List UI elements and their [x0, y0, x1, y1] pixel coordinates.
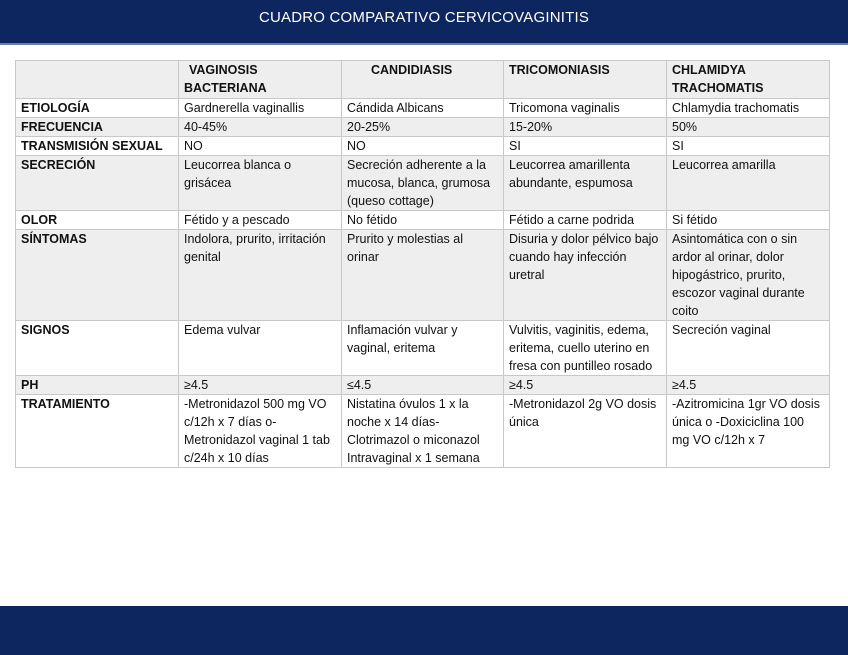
row-label: SÍNTOMAS	[16, 230, 179, 321]
cell-tricomoniasis: 15-20%	[504, 118, 667, 137]
cell-chlamydia: Si fétido	[667, 211, 830, 230]
cell-chlamydia: -Azitromicina 1gr VO dosis única o -Doxiciclina 100 mg VO c/12h x 7	[667, 395, 830, 468]
cell-vaginosis: Gardnerella vaginallis	[179, 99, 342, 118]
title-bar	[0, 0, 848, 45]
row-etiologia	[16, 99, 830, 118]
row-frecuencia	[16, 118, 830, 137]
cell-tricomoniasis: ≥4.5	[504, 376, 667, 395]
cell-candidiasis: 20-25%	[342, 118, 504, 137]
cell-vaginosis: -Metronidazol 500 mg VO c/12h x 7 días o-Metronidazol vaginal 1 tab c/24h x 10 días	[179, 395, 342, 468]
cell-chlamydia: SI	[667, 137, 830, 156]
row-ph	[16, 376, 830, 395]
cell-tricomoniasis: Disuria y dolor pélvico bajo cuando hay infección uretral	[504, 230, 667, 321]
cell-tricomoniasis: Tricomona vaginalis	[504, 99, 667, 118]
row-label: SECRECIÓN	[16, 156, 179, 211]
cell-vaginosis: ≥4.5	[179, 376, 342, 395]
cell-vaginosis: Leucorrea blanca o grisácea	[179, 156, 342, 211]
cell-chlamydia: Chlamydia trachomatis	[667, 99, 830, 118]
header-tricomoniasis: TRICOMONIASIS	[504, 61, 667, 99]
cell-chlamydia: 50%	[667, 118, 830, 137]
header-vaginosis-bacteriana	[179, 61, 342, 99]
cell-chlamydia: ≥4.5	[667, 376, 830, 395]
row-label: SIGNOS	[16, 321, 179, 376]
row-label: OLOR	[16, 211, 179, 230]
header-row	[16, 61, 830, 99]
cell-candidiasis: Nistatina óvulos 1 x la noche x 14 días-Clotrimazol o miconazol Intravaginal x 1 semana	[342, 395, 504, 468]
row-label: PH	[16, 376, 179, 395]
cell-candidiasis: Secreción adherente a la mucosa, blanca, grumosa (queso cottage)	[342, 156, 504, 211]
row-transmision-sexual	[16, 137, 830, 156]
cell-candidiasis: ≤4.5	[342, 376, 504, 395]
header-candidiasis-label: CANDIDIASIS	[371, 63, 453, 77]
cell-chlamydia: Leucorrea amarilla	[667, 156, 830, 211]
cell-chlamydia: Asintomática con o sin ardor al orinar, dolor hipogástrico, prurito, escozor vaginal durante coito	[667, 230, 830, 321]
comparison-table	[15, 60, 830, 468]
cell-vaginosis: Edema vulvar	[179, 321, 342, 376]
row-secrecion	[16, 156, 830, 211]
footer-bar	[0, 606, 848, 655]
cell-tricomoniasis: Leucorrea amarillenta abundante, espumosa	[504, 156, 667, 211]
row-label: TRATAMIENTO	[16, 395, 179, 468]
row-signos	[16, 321, 830, 376]
cell-vaginosis: NO	[179, 137, 342, 156]
cell-tricomoniasis: -Metronidazol 2g VO dosis única	[504, 395, 667, 468]
cell-chlamydia: Secreción vaginal	[667, 321, 830, 376]
header-chlamydia: CHLAMIDYA TRACHOMATIS	[667, 61, 830, 99]
cell-vaginosis: Indolora, prurito, irritación genital	[179, 230, 342, 321]
page-title: CUADRO COMPARATIVO CERVICOVAGINITIS	[258, 9, 590, 26]
cell-tricomoniasis: Vulvitis, vaginitis, edema, eritema, cuello uterino en fresa con puntilleo rosado	[504, 321, 667, 376]
cell-candidiasis: Prurito y molestias al orinar	[342, 230, 504, 321]
cell-candidiasis: Cándida Albicans	[342, 99, 504, 118]
cell-candidiasis: NO	[342, 137, 504, 156]
row-label: ETIOLOGÍA	[16, 99, 179, 118]
header-candidiasis	[342, 61, 504, 99]
cell-candidiasis: No fétido	[342, 211, 504, 230]
cell-tricomoniasis: Fétido a carne podrida	[504, 211, 667, 230]
row-sintomas	[16, 230, 830, 321]
cell-candidiasis: Inflamación vulvar y vaginal, eritema	[342, 321, 504, 376]
cell-vaginosis: Fétido y a pescado	[179, 211, 342, 230]
header-vaginosis-label: VAGINOSIS BACTERIANA	[184, 63, 267, 95]
row-label: TRANSMISIÓN SEXUAL	[16, 137, 179, 156]
cell-vaginosis: 40-45%	[179, 118, 342, 137]
row-olor	[16, 211, 830, 230]
row-label: FRECUENCIA	[16, 118, 179, 137]
header-corner	[16, 61, 179, 99]
row-tratamiento	[16, 395, 830, 468]
cell-tricomoniasis: SI	[504, 137, 667, 156]
